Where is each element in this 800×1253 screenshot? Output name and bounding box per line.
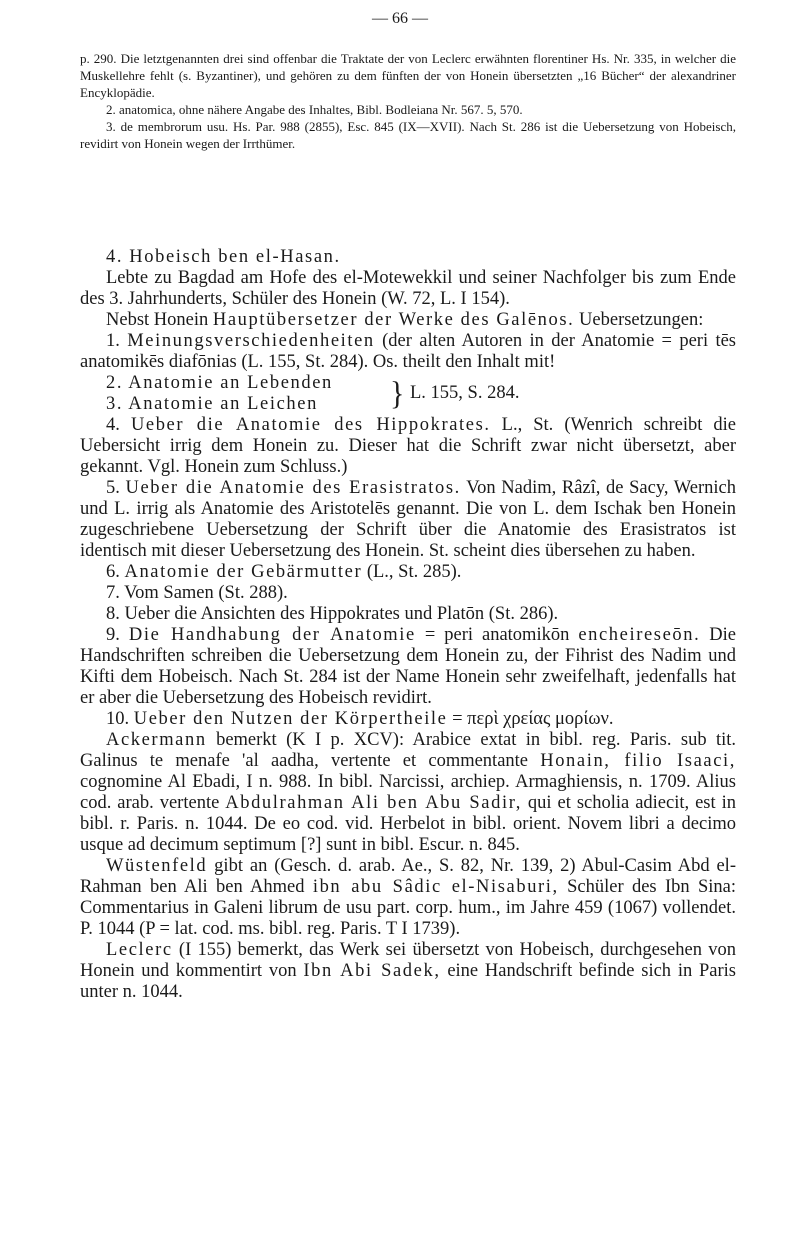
list-item	[80, 331, 736, 373]
spaced-text: Ibn Abi Sadek,	[303, 961, 441, 981]
item-number: 6.	[106, 562, 125, 582]
spaced-text: Die Handhabung der Anatomie	[128, 625, 416, 645]
item-number: 4.	[106, 415, 131, 435]
spaced-text: Hauptübersetzer der Werke des Galēnos.	[212, 310, 575, 330]
main-text	[80, 245, 736, 1003]
list-item: 3. Anatomie an Leichen	[106, 394, 318, 414]
spaced-text: Ackermann	[106, 730, 207, 750]
list-item	[80, 625, 736, 709]
text-run: (I 155) bemerkt, das Werk sei übersetzt von Hobeisch, durchgesehen von Honein und kommentirt von	[80, 940, 736, 981]
text-run: eine Handschrift befinde sich in Paris unter n. 1044.	[80, 961, 736, 1002]
spaced-text: Leclerc	[106, 940, 173, 960]
spaced-text: Ueber den Nutzen der Körpertheile	[133, 709, 448, 729]
footnote-block	[80, 50, 736, 152]
page-number: — 66 —	[372, 10, 428, 27]
paragraph	[80, 310, 736, 331]
footnote-paragraph: 2. anatomica, ohne nähere Angabe des Inhaltes, Bibl. Bodleiana Nr. 567. 5, 570.	[106, 102, 523, 117]
spaced-text: Anatomie der Gebärmutter	[124, 562, 363, 582]
list-item: 7. Vom Samen (St. 288).	[106, 583, 288, 603]
spaced-text: Meinungsverschiedenheiten	[127, 331, 375, 351]
list-item	[80, 709, 736, 730]
spaced-text: Ueber die Anatomie des Erasistratos.	[125, 478, 461, 498]
footnote-paragraph: 3. de membrorum usu. Hs. Par. 988 (2855), Esc. 845 (IX—XVII). Nach St. 286 ist die Uebersetzung von Hobeisch, revidirt von Honein wegen der Irrthümer.	[80, 119, 736, 151]
text-run: (der alten Autoren in der Anatomie = peri tēs anatomikēs diafōnias (L. 155, St. 284). Os. theilt den Inhalt mit!	[80, 331, 736, 372]
spaced-text: encheireseōn.	[578, 625, 701, 645]
list-item	[80, 415, 736, 478]
brace-glyph: }	[390, 375, 405, 412]
spaced-text: Honain, filio Isaaci,	[540, 751, 736, 771]
spaced-text: ibn abu Sâdic el-Nisaburi,	[312, 877, 559, 897]
spaced-text: Wüstenfeld	[106, 856, 208, 876]
text-run: Die Handschriften schreiben die Uebersetzung dem Honein zu, der Fihrist des Nadim und Kifti dem Hobeisch. Nach St. 284 ist der Name Honein sehr zweifelhaft, jedenfalls hat er aber die Uebersetzung des Hobeisch revidirt.	[80, 625, 737, 708]
text-run: qui et scholia adiecit, est in bibl. r. Paris. n. 1044. De eo cod. vid. Herbelot in bibl. orient. Novem libri a decimo usque ad decimum septimum [?] sunt in bibl. Escur. n. 845.	[80, 793, 736, 855]
paragraph	[80, 940, 736, 1003]
list-item	[80, 478, 736, 562]
item-number: 5.	[106, 478, 126, 498]
item-number: 9.	[106, 625, 129, 645]
footnote-paragraph: p. 290. Die letztgenannten drei sind offenbar die Traktate der von Leclerc erwähnten florentiner Hs. Nr. 335, in welcher die Muskellehre fehlt (s. Byzantiner), und gehören zu dem fünften der von Honein übersetzten „16 Bücher“ der alexandriner Encyklopädie.	[80, 51, 736, 100]
paragraph: Lebte zu Bagdad am Hofe des el-Motewekkil und seiner Nachfolger bis zum Ende des 3. Jahrhunderts, Schüler des Honein (W. 72, L. I 154).	[80, 268, 736, 309]
spaced-text: Abdulrahman Ali ben Abu Sadir,	[225, 793, 522, 813]
item-number: 1.	[106, 331, 128, 351]
item-number: 10.	[106, 709, 134, 729]
paragraph	[80, 730, 736, 856]
heading-text: 4. Hobeisch ben el-Hasan.	[106, 247, 341, 267]
list-item: 2. Anatomie an Lebenden	[106, 373, 333, 393]
text-run: Nebst Honein	[106, 310, 213, 330]
paragraph	[80, 856, 736, 940]
text-run: bemerkt (K I p. XCV): Arabice extat in bibl. reg. Paris. sub tit. Galinus te menafe 'al aadha, vertente et commentante	[80, 730, 736, 771]
section-heading	[80, 247, 736, 268]
braced-items	[80, 373, 736, 415]
text-run: cognomine Al Ebadi, I n. 988. In bibl. Narcissi, archiep. Armaghiensis, n. 1709. Alius cod. arab. vertente	[80, 772, 736, 813]
braced-reference: L. 155, S. 284.	[410, 383, 520, 403]
greek-text: = περὶ χρείας μορίων.	[447, 709, 614, 729]
list-item: 8. Ueber die Ansichten des Hippokrates und Platōn (St. 286).	[106, 604, 559, 624]
text-run: = peri anatomikōn	[415, 625, 579, 645]
text-run: (L., St. 285).	[362, 562, 462, 582]
list-item	[80, 562, 736, 583]
text-run: Schüler des Ibn Sina: Commentarius in Galeni librum de usu part. corp. hum., im Jahre 459 (1067) vollendet. P. 1044 (P = lat. cod. ms. bibl. reg. Paris. T I 1739).	[80, 877, 736, 939]
text-run: L., St. (Wenrich schreibt die Uebersicht irrig dem Honein zu. Dieser hat die Schrift zwar nicht übersetzt, aber gekannt. Vgl. Honein zum Schluss.)	[80, 415, 736, 477]
spaced-text: Ueber die Anatomie des Hippokrates.	[130, 415, 491, 435]
text-run: Uebersetzungen:	[574, 310, 704, 330]
text-run: Von Nadim, Râzî, de Sacy, Wernich und L. irrig als Anatomie des Aristotelēs genannt. Die von L. dem Ischak ben Honein zugeschriebene Uebersetzung der Schrift über die Anatomie des Erasistratos ist identisch mit dieser Uebersetzung des Honein. St. scheint dies übersehen zu haben.	[80, 478, 736, 561]
text-run: gibt an (Gesch. d. arab. Ae., S. 82, Nr. 139, 2) Abul-Casim Abd el-Rahman ben Ali ben Ahmed	[80, 856, 736, 897]
